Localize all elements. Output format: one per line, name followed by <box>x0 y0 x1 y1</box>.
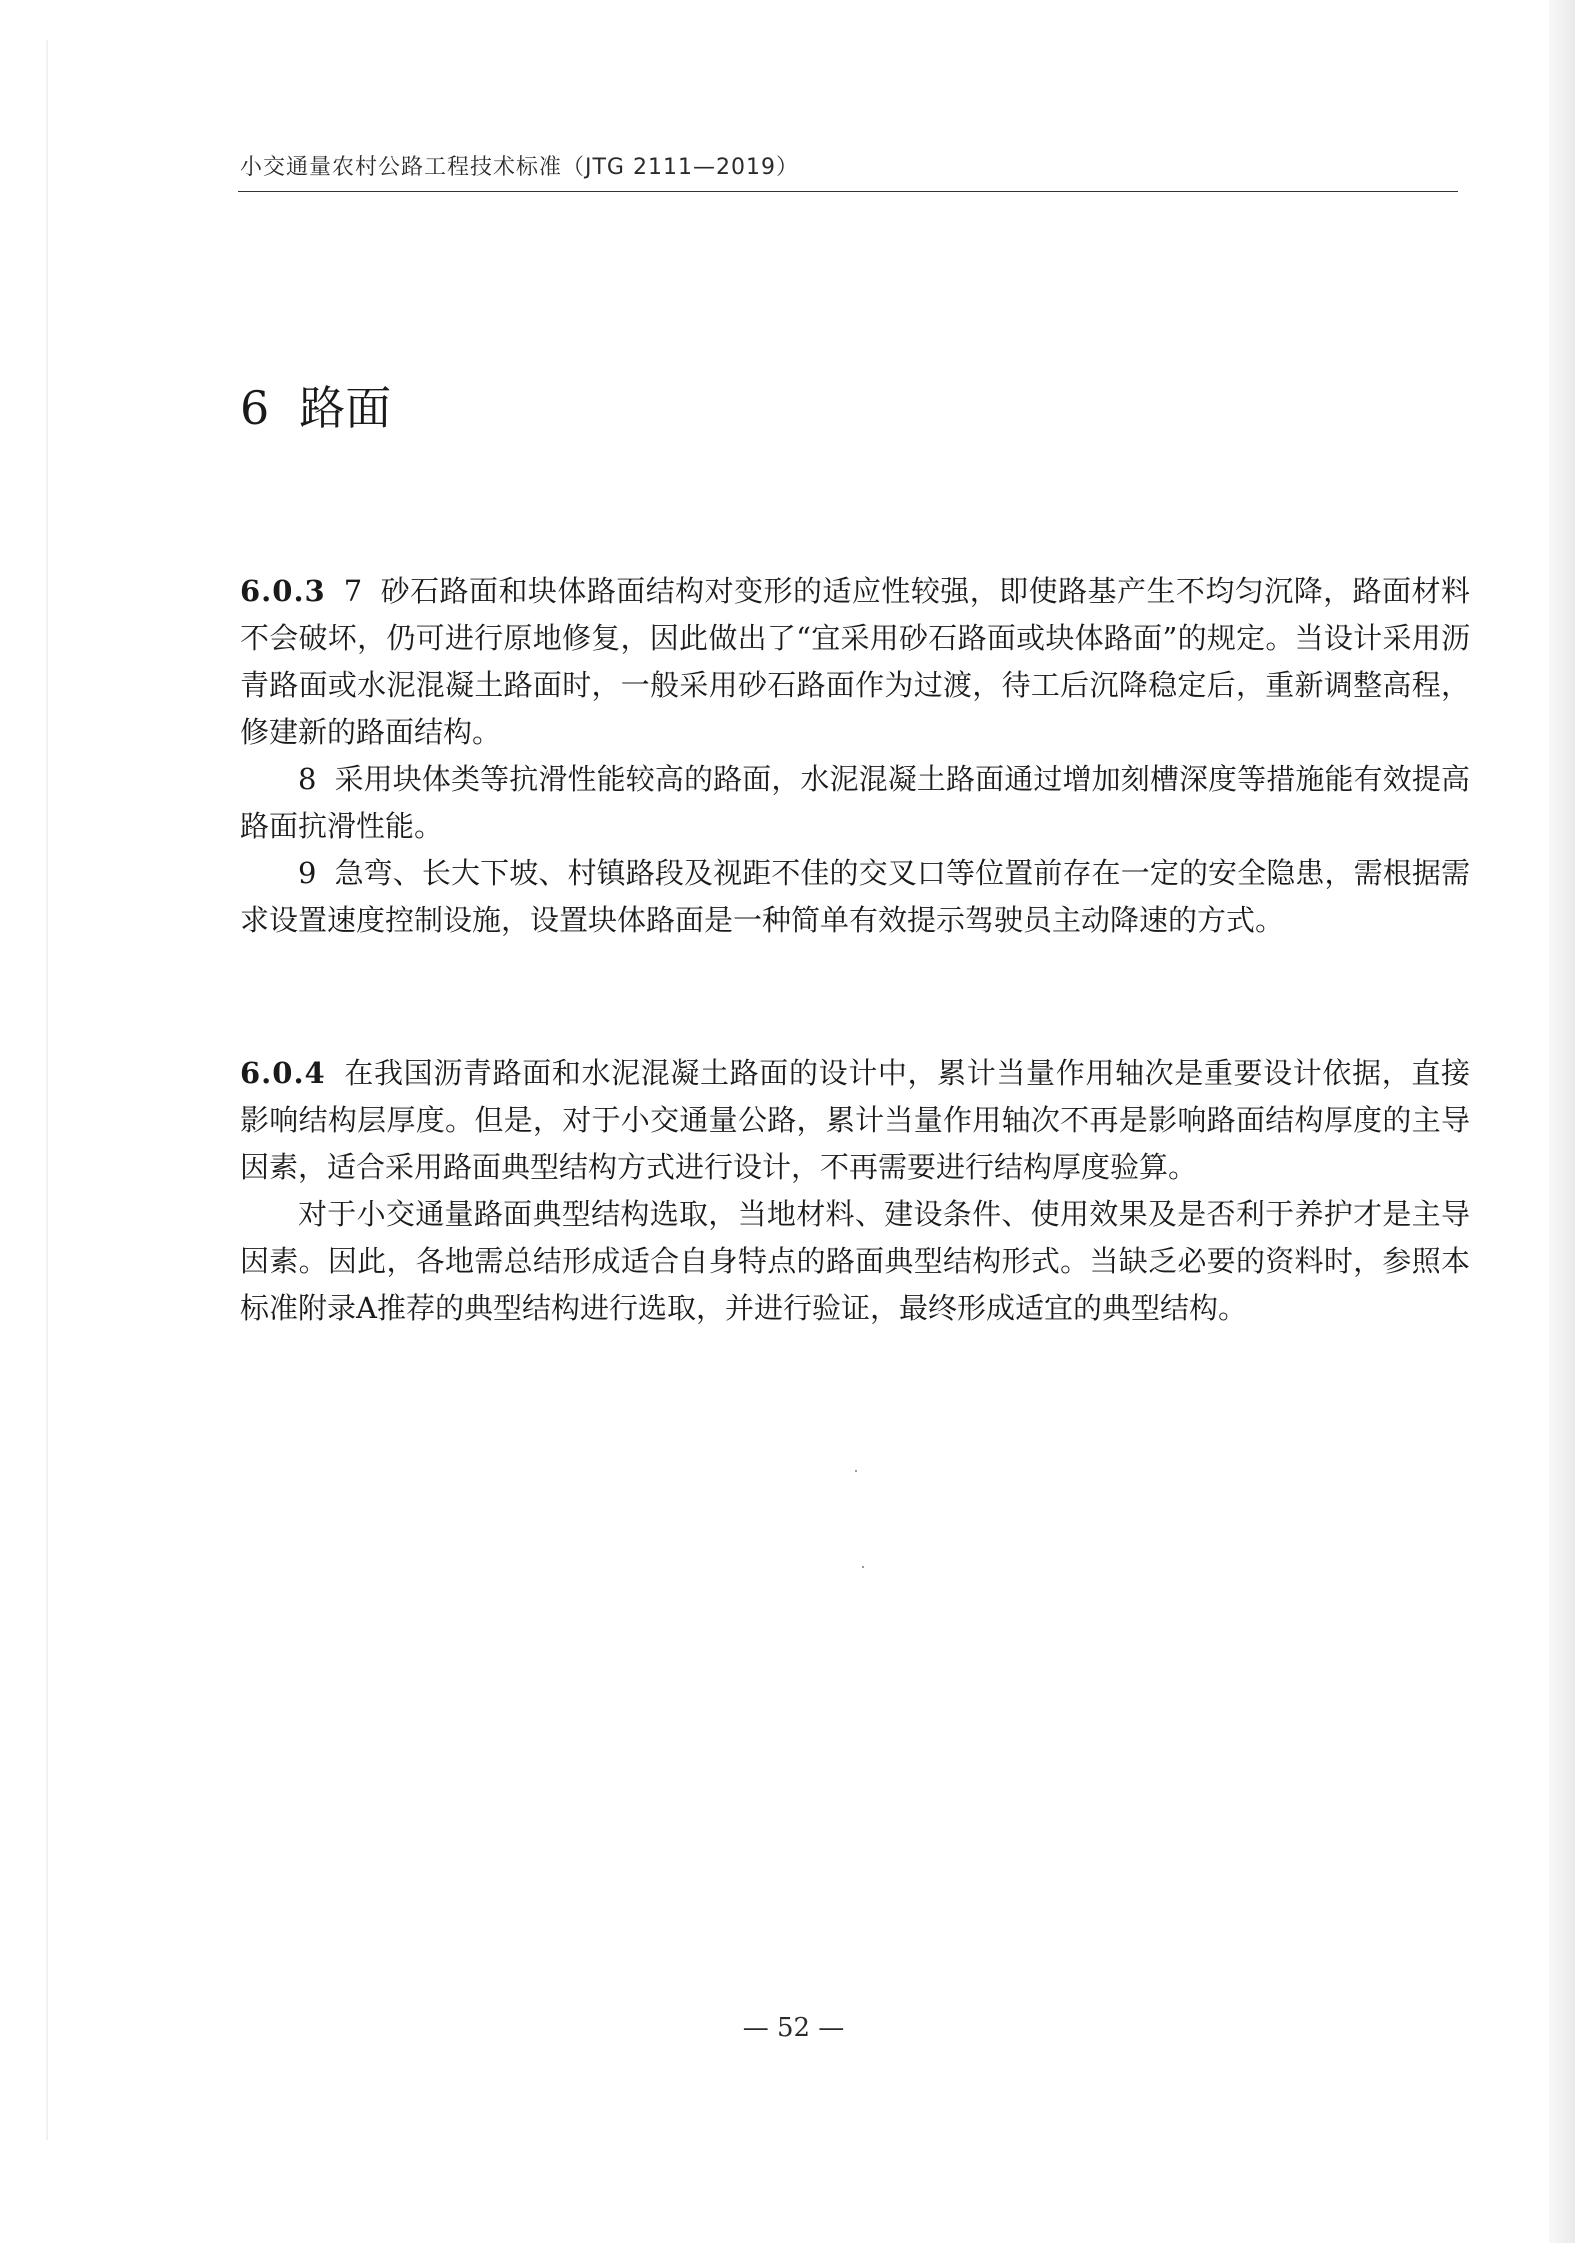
section-6-0-4 <box>240 1050 1470 1332</box>
chapter-title <box>240 372 391 438</box>
section-6-0-3 <box>240 568 1470 944</box>
item-8-paragraph <box>240 756 1470 850</box>
chapter-title-text: 路面 <box>299 381 392 435</box>
page-number: — 52 — <box>742 2013 845 2043</box>
item-number: 7 <box>343 574 363 608</box>
clause-number: 6.0.3 <box>240 574 326 608</box>
item-text: 砂石路面和块体路面结构对变形的适应性较强，即使路基产生不均匀沉降，路面材料不会破坏，仍可进行原地修复，因此做出了“宜采用砂石路面或块体路面”的规定。当设计采用沥青路面或水泥混凝土路面时，一般采用砂石路面作为过渡，待工后沉降稳定后，重新调整高程，修建新的路面结构。 <box>240 574 1470 749</box>
item-7-paragraph <box>240 568 1470 756</box>
item-number: 9 <box>298 856 317 890</box>
clause-6-0-4-paragraph <box>240 1050 1470 1191</box>
scan-speck <box>855 1470 857 1472</box>
chapter-number: 6 <box>240 381 270 435</box>
item-9-paragraph <box>240 850 1470 944</box>
item-number: 8 <box>298 762 317 796</box>
paragraph-text: 对于小交通量路面典型结构选取，当地材料、建设条件、使用效果及是否利于养护才是主导因素。因此，各地需总结形成适合自身特点的路面典型结构形式。当缺乏必要的资料时，参照本标准附录A推荐的典型结构进行选取，并进行验证，最终形成适宜的典型结构。 <box>240 1197 1470 1325</box>
paragraph-text: 在我国沥青路面和水泥混凝土路面的设计中，累计当量作用轴次是重要设计依据，直接影响结构层厚度。但是，对于小交通量公路，累计当量作用轴次不再是影响路面结构厚度的主导因素，适合采用路面典型结构方式进行设计，不再需要进行结构厚度验算。 <box>240 1056 1470 1184</box>
item-text: 采用块体类等抗滑性能较高的路面，水泥混凝土路面通过增加刻槽深度等措施能有效提高路面抗滑性能。 <box>240 762 1470 843</box>
typical-structure-paragraph <box>240 1191 1470 1332</box>
running-header: 小交通量农村公路工程技术标准（JTG 2111—2019） <box>240 155 799 180</box>
scan-edge-left <box>46 40 48 2140</box>
clause-number: 6.0.4 <box>240 1056 326 1090</box>
scan-edge-right <box>1549 0 1575 2243</box>
scan-speck <box>862 1566 864 1568</box>
item-text: 急弯、长大下坡、村镇路段及视距不佳的交叉口等位置前存在一定的安全隐患，需根据需求设置速度控制设施，设置块体路面是一种简单有效提示驾驶员主动降速的方式。 <box>240 856 1470 937</box>
header-rule <box>238 191 1458 192</box>
